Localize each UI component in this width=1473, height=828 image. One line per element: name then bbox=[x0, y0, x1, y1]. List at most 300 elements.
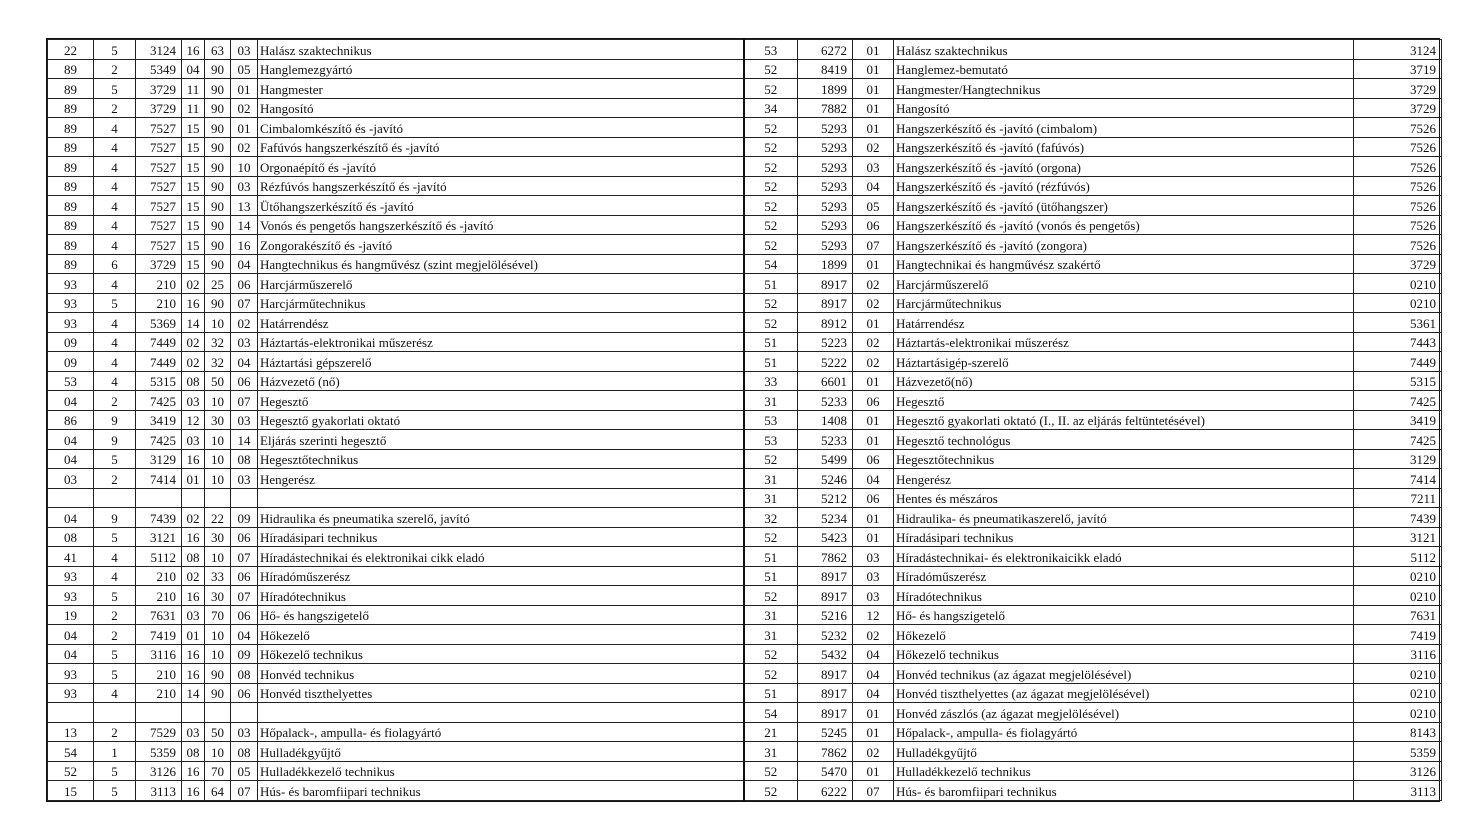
right-code-cell: 7862 bbox=[798, 742, 853, 762]
table-row bbox=[48, 605, 1442, 625]
left-code-cell: 5 bbox=[94, 761, 136, 781]
left-code-cell: 90 bbox=[205, 215, 231, 235]
right-code-cell: 3419 bbox=[1354, 410, 1442, 430]
right-occupation-name-cell: Honvéd tiszthelyettes (az ágazat megjelölésével) bbox=[894, 683, 1354, 703]
right-code-cell: 02 bbox=[853, 625, 894, 645]
left-code-cell: 210 bbox=[136, 664, 182, 684]
right-occupation-name-cell: Háztartásigép-szerelő bbox=[894, 352, 1354, 372]
right-code-cell: 52 bbox=[744, 118, 798, 138]
left-code-cell bbox=[48, 703, 94, 723]
left-code-cell: 06 bbox=[231, 274, 258, 294]
left-code-cell bbox=[205, 488, 231, 508]
right-occupation-name-cell: Hulladékgyűjtő bbox=[894, 742, 1354, 762]
left-code-cell: 04 bbox=[231, 625, 258, 645]
right-code-cell: 8917 bbox=[798, 274, 853, 294]
left-code-cell: 03 bbox=[182, 391, 205, 411]
right-code-cell: 8912 bbox=[798, 313, 853, 333]
left-code-cell: 04 bbox=[48, 644, 94, 664]
left-code-cell: 7527 bbox=[136, 235, 182, 255]
right-occupation-name-cell: Híradótechnikus bbox=[894, 586, 1354, 606]
table-row bbox=[48, 59, 1442, 79]
left-code-cell: 14 bbox=[182, 313, 205, 333]
left-code-cell: 5349 bbox=[136, 59, 182, 79]
right-code-cell: 51 bbox=[744, 274, 798, 294]
right-occupation-name-cell: Hangszerkészítő és -javító (fafúvós) bbox=[894, 137, 1354, 157]
left-code-cell: 210 bbox=[136, 683, 182, 703]
right-code-cell: 01 bbox=[853, 761, 894, 781]
right-code-cell: 7449 bbox=[1354, 352, 1442, 372]
left-code-cell: 6 bbox=[94, 254, 136, 274]
right-occupation-name-cell: Határrendész bbox=[894, 313, 1354, 333]
left-code-cell: 90 bbox=[205, 157, 231, 177]
left-code-cell: 02 bbox=[182, 332, 205, 352]
left-code-cell: 07 bbox=[231, 293, 258, 313]
right-code-cell: 03 bbox=[853, 157, 894, 177]
left-code-cell: 7527 bbox=[136, 176, 182, 196]
left-code-cell: 04 bbox=[48, 625, 94, 645]
left-code-cell: 15 bbox=[182, 196, 205, 216]
left-code-cell: 4 bbox=[94, 313, 136, 333]
left-code-cell: 7425 bbox=[136, 430, 182, 450]
right-code-cell: 52 bbox=[744, 215, 798, 235]
left-code-cell: 14 bbox=[182, 683, 205, 703]
right-code-cell: 5423 bbox=[798, 527, 853, 547]
left-code-cell: 2 bbox=[94, 59, 136, 79]
left-code-cell: 03 bbox=[231, 722, 258, 742]
table-row bbox=[48, 488, 1442, 508]
right-code-cell: 01 bbox=[853, 508, 894, 528]
left-code-cell: 210 bbox=[136, 293, 182, 313]
left-code-cell: 08 bbox=[231, 449, 258, 469]
table-row bbox=[48, 235, 1442, 255]
left-code-cell: 04 bbox=[231, 352, 258, 372]
left-code-cell: 10 bbox=[205, 625, 231, 645]
right-code-cell: 5216 bbox=[798, 605, 853, 625]
right-code-cell: 8143 bbox=[1354, 722, 1442, 742]
left-occupation-name-cell: Hangosító bbox=[258, 98, 744, 118]
right-occupation-name-cell: Híradástechnikai- és elektronikaicikk eladó bbox=[894, 547, 1354, 567]
right-code-cell: 02 bbox=[853, 274, 894, 294]
left-code-cell: 50 bbox=[205, 371, 231, 391]
right-code-cell: 03 bbox=[853, 586, 894, 606]
table-row bbox=[48, 644, 1442, 664]
left-code-cell: 15 bbox=[182, 176, 205, 196]
right-code-cell: 3729 bbox=[1354, 254, 1442, 274]
left-code-cell: 93 bbox=[48, 274, 94, 294]
left-occupation-name-cell: Vonós és pengetős hangszerkészítő és -javító bbox=[258, 215, 744, 235]
left-code-cell: 3729 bbox=[136, 79, 182, 99]
left-code-cell: 08 bbox=[231, 664, 258, 684]
right-occupation-name-cell: Hengerész bbox=[894, 469, 1354, 489]
left-code-cell: 210 bbox=[136, 566, 182, 586]
right-code-cell: 5293 bbox=[798, 176, 853, 196]
left-code-cell: 02 bbox=[182, 352, 205, 372]
left-code-cell: 89 bbox=[48, 137, 94, 157]
left-occupation-name-cell: Hangtechnikus és hangművész (szint megjelölésével) bbox=[258, 254, 744, 274]
left-code-cell: 3419 bbox=[136, 410, 182, 430]
right-code-cell: 31 bbox=[744, 391, 798, 411]
table-row bbox=[48, 118, 1442, 138]
right-occupation-name-cell: Hangszerkészítő és -javító (ütőhangszer) bbox=[894, 196, 1354, 216]
left-occupation-name-cell: Eljárás szerinti hegesztő bbox=[258, 430, 744, 450]
right-occupation-name-cell: Hangszerkészítő és -javító (vonós és pengetős) bbox=[894, 215, 1354, 235]
left-code-cell: 3113 bbox=[136, 781, 182, 801]
right-code-cell: 52 bbox=[744, 761, 798, 781]
right-occupation-name-cell: Hulladékkezelő technikus bbox=[894, 761, 1354, 781]
left-code-cell: 03 bbox=[48, 469, 94, 489]
left-code-cell: 32 bbox=[205, 332, 231, 352]
left-code-cell: 4 bbox=[94, 274, 136, 294]
right-code-cell: 5470 bbox=[798, 761, 853, 781]
left-code-cell: 7527 bbox=[136, 157, 182, 177]
right-code-cell: 02 bbox=[853, 742, 894, 762]
right-occupation-name-cell: Hangszerkészítő és -javító (orgona) bbox=[894, 157, 1354, 177]
table-row bbox=[48, 722, 1442, 742]
right-code-cell: 8419 bbox=[798, 59, 853, 79]
right-code-cell: 31 bbox=[744, 488, 798, 508]
left-code-cell: 10 bbox=[205, 469, 231, 489]
right-code-cell: 7526 bbox=[1354, 118, 1442, 138]
left-code-cell: 5 bbox=[94, 664, 136, 684]
right-code-cell: 01 bbox=[853, 313, 894, 333]
left-code-cell: 15 bbox=[182, 157, 205, 177]
table-row bbox=[48, 157, 1442, 177]
left-code-cell: 15 bbox=[182, 137, 205, 157]
left-code-cell: 7419 bbox=[136, 625, 182, 645]
right-code-cell: 53 bbox=[744, 430, 798, 450]
right-code-cell: 52 bbox=[744, 449, 798, 469]
right-code-cell: 5499 bbox=[798, 449, 853, 469]
left-code-cell: 90 bbox=[205, 664, 231, 684]
left-code-cell: 2 bbox=[94, 98, 136, 118]
left-code-cell: 9 bbox=[94, 508, 136, 528]
right-code-cell: 01 bbox=[853, 79, 894, 99]
left-code-cell: 04 bbox=[231, 254, 258, 274]
right-code-cell: 7882 bbox=[798, 98, 853, 118]
right-code-cell: 7425 bbox=[1354, 391, 1442, 411]
right-code-cell: 7439 bbox=[1354, 508, 1442, 528]
left-code-cell: 93 bbox=[48, 566, 94, 586]
left-occupation-name-cell: Cimbalomkészítő és -javító bbox=[258, 118, 744, 138]
right-occupation-name-cell: Hegesztő technológus bbox=[894, 430, 1354, 450]
right-code-cell: 7414 bbox=[1354, 469, 1442, 489]
right-code-cell: 0210 bbox=[1354, 703, 1442, 723]
left-occupation-name-cell: Hangmester bbox=[258, 79, 744, 99]
table-row bbox=[48, 352, 1442, 372]
right-code-cell: 06 bbox=[853, 449, 894, 469]
left-code-cell: 04 bbox=[48, 508, 94, 528]
left-code-cell: 1 bbox=[94, 742, 136, 762]
right-code-cell: 6272 bbox=[798, 40, 853, 60]
left-code-cell: 4 bbox=[94, 566, 136, 586]
left-code-cell: 5 bbox=[94, 586, 136, 606]
left-code-cell: 16 bbox=[182, 40, 205, 60]
right-code-cell: 5234 bbox=[798, 508, 853, 528]
right-code-cell: 5293 bbox=[798, 196, 853, 216]
left-code-cell: 5 bbox=[94, 79, 136, 99]
left-occupation-name-cell: Honvéd tiszthelyettes bbox=[258, 683, 744, 703]
right-code-cell: 7443 bbox=[1354, 332, 1442, 352]
left-code-cell: 4 bbox=[94, 352, 136, 372]
left-occupation-name-cell: Orgonaépítő és -javító bbox=[258, 157, 744, 177]
left-code-cell: 3729 bbox=[136, 254, 182, 274]
left-code-cell: 3729 bbox=[136, 98, 182, 118]
left-code-cell: 12 bbox=[182, 410, 205, 430]
right-code-cell: 34 bbox=[744, 98, 798, 118]
left-code-cell: 09 bbox=[48, 352, 94, 372]
left-code-cell: 93 bbox=[48, 586, 94, 606]
right-code-cell: 54 bbox=[744, 254, 798, 274]
left-occupation-name-cell: Hús- és baromfiipari technikus bbox=[258, 781, 744, 801]
left-code-cell: 7527 bbox=[136, 215, 182, 235]
right-code-cell: 02 bbox=[853, 332, 894, 352]
left-occupation-name-cell: Híradótechnikus bbox=[258, 586, 744, 606]
right-code-cell: 5361 bbox=[1354, 313, 1442, 333]
left-code-cell: 2 bbox=[94, 605, 136, 625]
left-code-cell: 06 bbox=[231, 566, 258, 586]
right-code-cell: 0210 bbox=[1354, 586, 1442, 606]
left-code-cell: 09 bbox=[231, 644, 258, 664]
right-code-cell: 51 bbox=[744, 332, 798, 352]
left-code-cell: 01 bbox=[182, 469, 205, 489]
right-code-cell: 03 bbox=[853, 566, 894, 586]
left-code-cell: 03 bbox=[231, 40, 258, 60]
right-code-cell: 8917 bbox=[798, 683, 853, 703]
left-code-cell: 7449 bbox=[136, 352, 182, 372]
right-code-cell: 7526 bbox=[1354, 137, 1442, 157]
right-code-cell: 3116 bbox=[1354, 644, 1442, 664]
right-code-cell: 54 bbox=[744, 703, 798, 723]
left-code-cell: 90 bbox=[205, 683, 231, 703]
left-code-cell: 04 bbox=[182, 59, 205, 79]
left-code-cell: 4 bbox=[94, 176, 136, 196]
left-code-cell: 10 bbox=[205, 430, 231, 450]
right-code-cell: 32 bbox=[744, 508, 798, 528]
left-code-cell: 5315 bbox=[136, 371, 182, 391]
left-code-cell bbox=[94, 703, 136, 723]
right-code-cell: 5223 bbox=[798, 332, 853, 352]
right-code-cell: 51 bbox=[744, 566, 798, 586]
table-row bbox=[48, 703, 1442, 723]
left-occupation-name-cell: Zongorakészítő és -javító bbox=[258, 235, 744, 255]
right-occupation-name-cell: Hanglemez-bemutató bbox=[894, 59, 1354, 79]
table-row bbox=[48, 196, 1442, 216]
right-code-cell: 5232 bbox=[798, 625, 853, 645]
right-code-cell: 5293 bbox=[798, 137, 853, 157]
left-code-cell: 54 bbox=[48, 742, 94, 762]
right-code-cell: 04 bbox=[853, 683, 894, 703]
left-code-cell: 16 bbox=[182, 664, 205, 684]
right-code-cell: 52 bbox=[744, 293, 798, 313]
right-code-cell: 53 bbox=[744, 40, 798, 60]
table-row bbox=[48, 761, 1442, 781]
left-code-cell: 210 bbox=[136, 274, 182, 294]
right-occupation-name-cell: Harcjárműszerelő bbox=[894, 274, 1354, 294]
left-code-cell: 25 bbox=[205, 274, 231, 294]
left-code-cell: 06 bbox=[231, 527, 258, 547]
right-code-cell: 7526 bbox=[1354, 235, 1442, 255]
left-occupation-name-cell: Híradásipari technikus bbox=[258, 527, 744, 547]
left-code-cell: 4 bbox=[94, 137, 136, 157]
right-code-cell: 0210 bbox=[1354, 683, 1442, 703]
table-row bbox=[48, 176, 1442, 196]
right-code-cell: 3113 bbox=[1354, 781, 1442, 801]
right-code-cell: 7526 bbox=[1354, 176, 1442, 196]
table-row bbox=[48, 430, 1442, 450]
table-row bbox=[48, 449, 1442, 469]
left-code-cell: 52 bbox=[48, 761, 94, 781]
right-code-cell: 52 bbox=[744, 781, 798, 801]
right-code-cell: 0210 bbox=[1354, 566, 1442, 586]
table-row bbox=[48, 547, 1442, 567]
table-row bbox=[48, 137, 1442, 157]
right-occupation-name-cell: Hangtechnikai és hangművész szakértő bbox=[894, 254, 1354, 274]
right-code-cell: 8917 bbox=[798, 293, 853, 313]
right-code-cell: 5246 bbox=[798, 469, 853, 489]
left-code-cell: 09 bbox=[48, 332, 94, 352]
left-code-cell: 3129 bbox=[136, 449, 182, 469]
right-code-cell: 51 bbox=[744, 352, 798, 372]
left-code-cell: 64 bbox=[205, 781, 231, 801]
right-code-cell: 01 bbox=[853, 254, 894, 274]
right-code-cell: 02 bbox=[853, 352, 894, 372]
left-code-cell: 7529 bbox=[136, 722, 182, 742]
right-code-cell: 04 bbox=[853, 469, 894, 489]
right-occupation-name-cell: Hegesztő gyakorlati oktató (I., II. az eljárás feltüntetésével) bbox=[894, 410, 1354, 430]
right-code-cell: 5293 bbox=[798, 235, 853, 255]
left-code-cell: 5 bbox=[94, 527, 136, 547]
right-code-cell: 6222 bbox=[798, 781, 853, 801]
right-code-cell: 7526 bbox=[1354, 215, 1442, 235]
left-occupation-name-cell: Hegesztő bbox=[258, 391, 744, 411]
left-code-cell bbox=[94, 488, 136, 508]
right-code-cell: 3719 bbox=[1354, 59, 1442, 79]
left-code-cell: 08 bbox=[182, 742, 205, 762]
right-code-cell: 52 bbox=[744, 313, 798, 333]
left-code-cell: 10 bbox=[205, 742, 231, 762]
left-code-cell: 90 bbox=[205, 196, 231, 216]
right-code-cell: 7631 bbox=[1354, 605, 1442, 625]
left-code-cell: 13 bbox=[48, 722, 94, 742]
left-code-cell: 16 bbox=[182, 781, 205, 801]
right-code-cell: 52 bbox=[744, 664, 798, 684]
right-code-cell: 06 bbox=[853, 488, 894, 508]
left-code-cell: 7425 bbox=[136, 391, 182, 411]
right-code-cell: 52 bbox=[744, 79, 798, 99]
left-code-cell: 01 bbox=[182, 625, 205, 645]
right-code-cell: 8917 bbox=[798, 566, 853, 586]
left-code-cell: 10 bbox=[205, 547, 231, 567]
left-code-cell: 16 bbox=[182, 586, 205, 606]
right-code-cell: 7425 bbox=[1354, 430, 1442, 450]
table-row bbox=[48, 293, 1442, 313]
left-occupation-name-cell: Hanglemezgyártó bbox=[258, 59, 744, 79]
table-row bbox=[48, 469, 1442, 489]
left-occupation-name-cell: Halász szaktechnikus bbox=[258, 40, 744, 60]
left-occupation-name-cell: Hőkezelő technikus bbox=[258, 644, 744, 664]
right-code-cell: 1408 bbox=[798, 410, 853, 430]
left-code-cell: 15 bbox=[48, 781, 94, 801]
left-code-cell bbox=[136, 703, 182, 723]
left-code-cell: 3121 bbox=[136, 527, 182, 547]
left-code-cell: 16 bbox=[182, 761, 205, 781]
left-code-cell: 05 bbox=[231, 761, 258, 781]
left-code-cell: 90 bbox=[205, 235, 231, 255]
left-code-cell: 10 bbox=[205, 449, 231, 469]
right-occupation-name-cell: Hő- és hangszigetelő bbox=[894, 605, 1354, 625]
left-code-cell: 07 bbox=[231, 586, 258, 606]
right-code-cell: 3126 bbox=[1354, 761, 1442, 781]
right-code-cell: 52 bbox=[744, 644, 798, 664]
right-code-cell: 7419 bbox=[1354, 625, 1442, 645]
left-occupation-name-cell: Hulladékgyűjtő bbox=[258, 742, 744, 762]
left-occupation-name-cell: Határrendész bbox=[258, 313, 744, 333]
left-code-cell: 2 bbox=[94, 391, 136, 411]
left-code-cell: 16 bbox=[182, 644, 205, 664]
scanned-document-table bbox=[46, 38, 1440, 802]
left-occupation-name-cell: Hőkezelő bbox=[258, 625, 744, 645]
left-occupation-name-cell: Hőpalack-, ampulla- és fiolagyártó bbox=[258, 722, 744, 742]
right-code-cell: 8917 bbox=[798, 703, 853, 723]
table-row bbox=[48, 274, 1442, 294]
right-code-cell: 1899 bbox=[798, 254, 853, 274]
table-row bbox=[48, 254, 1442, 274]
left-code-cell: 13 bbox=[231, 196, 258, 216]
left-code-cell: 16 bbox=[182, 293, 205, 313]
left-code-cell: 10 bbox=[205, 391, 231, 411]
right-code-cell: 04 bbox=[853, 176, 894, 196]
right-occupation-name-cell: Hangszerkészítő és -javító (rézfúvós) bbox=[894, 176, 1354, 196]
left-code-cell: 5112 bbox=[136, 547, 182, 567]
left-code-cell: 90 bbox=[205, 293, 231, 313]
left-code-cell: 03 bbox=[182, 430, 205, 450]
left-code-cell: 22 bbox=[205, 508, 231, 528]
right-code-cell: 7211 bbox=[1354, 488, 1442, 508]
right-code-cell: 8917 bbox=[798, 586, 853, 606]
left-code-cell: 04 bbox=[48, 430, 94, 450]
left-code-cell: 08 bbox=[48, 527, 94, 547]
left-code-cell: 5 bbox=[94, 644, 136, 664]
left-code-cell: 89 bbox=[48, 215, 94, 235]
left-code-cell: 7527 bbox=[136, 118, 182, 138]
left-code-cell: 7439 bbox=[136, 508, 182, 528]
left-code-cell: 90 bbox=[205, 59, 231, 79]
left-code-cell: 4 bbox=[94, 157, 136, 177]
right-occupation-name-cell: Híradóműszerész bbox=[894, 566, 1354, 586]
right-code-cell: 31 bbox=[744, 605, 798, 625]
right-code-cell: 02 bbox=[853, 293, 894, 313]
right-code-cell: 0210 bbox=[1354, 664, 1442, 684]
left-code-cell: 15 bbox=[182, 215, 205, 235]
left-occupation-name-cell: Hegesztőtechnikus bbox=[258, 449, 744, 469]
left-code-cell: 02 bbox=[231, 98, 258, 118]
left-code-cell: 93 bbox=[48, 664, 94, 684]
right-code-cell: 04 bbox=[853, 644, 894, 664]
right-code-cell: 5112 bbox=[1354, 547, 1442, 567]
right-code-cell: 5233 bbox=[798, 430, 853, 450]
left-code-cell: 15 bbox=[182, 118, 205, 138]
occupation-code-table bbox=[47, 39, 1442, 801]
right-code-cell: 5245 bbox=[798, 722, 853, 742]
left-code-cell: 93 bbox=[48, 313, 94, 333]
left-code-cell: 11 bbox=[182, 79, 205, 99]
right-code-cell: 01 bbox=[853, 527, 894, 547]
left-code-cell: 7527 bbox=[136, 196, 182, 216]
left-code-cell: 03 bbox=[231, 469, 258, 489]
left-code-cell bbox=[205, 703, 231, 723]
right-code-cell: 51 bbox=[744, 547, 798, 567]
right-occupation-name-cell: Hús- és baromfiipari technikus bbox=[894, 781, 1354, 801]
